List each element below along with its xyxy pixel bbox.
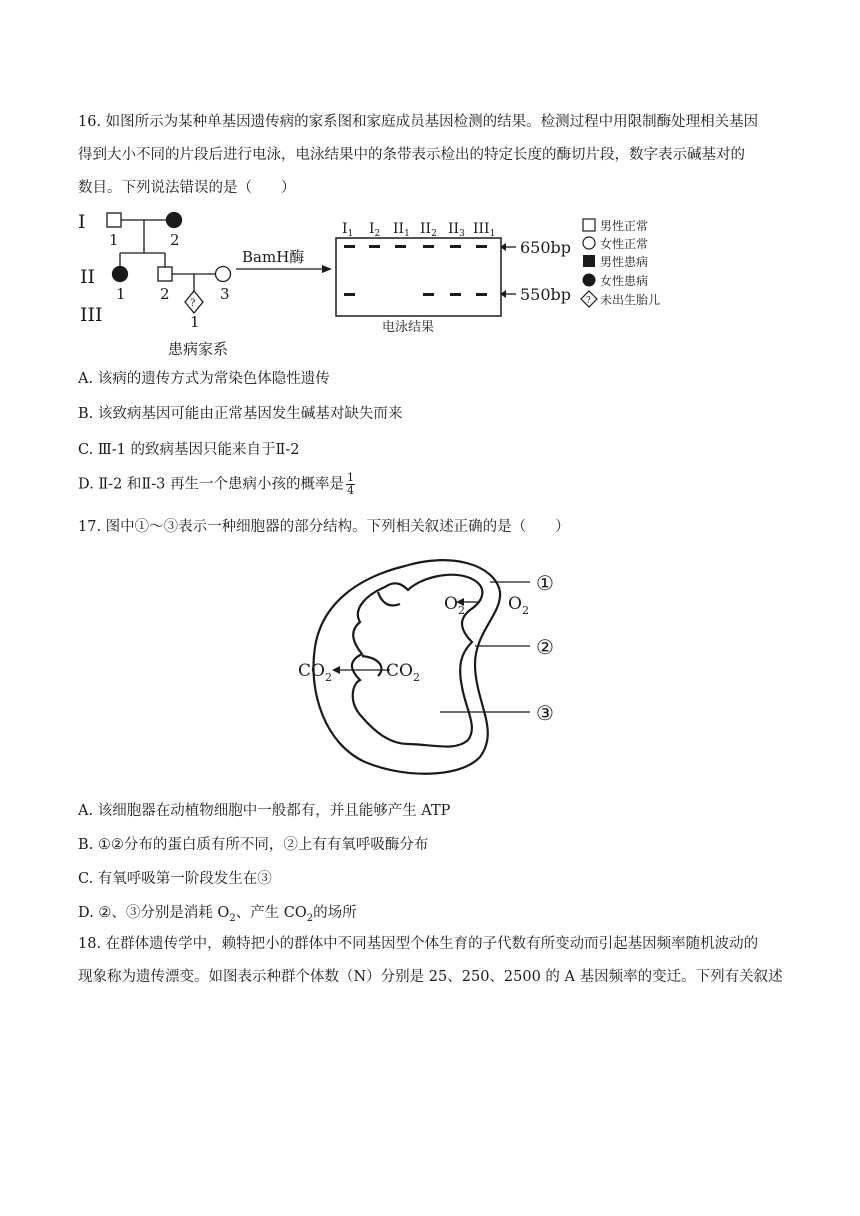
pedigree-caption: 患病家系 bbox=[168, 340, 229, 358]
band-650-lane3 bbox=[395, 245, 406, 248]
ii2-number: 2 bbox=[160, 285, 170, 303]
q16-stem-line3: 数目。下列说法错误的是（ ） bbox=[78, 180, 296, 196]
legend-female-affected-icon bbox=[583, 274, 596, 287]
q16-stem-line2: 得到大小不同的片段后进行电泳，电泳结果中的条带表示检出的特定长度的酶切片段，数字表示碱基对的 bbox=[78, 147, 745, 163]
gen-label-ii: II bbox=[80, 266, 96, 288]
fraction-one-quarter: $\frac{1}{4}$ bbox=[347, 471, 355, 497]
gel-electrophoresis bbox=[336, 221, 571, 335]
band-550-lane5 bbox=[450, 293, 461, 296]
enzyme-arrow bbox=[236, 248, 332, 273]
gel-frame bbox=[336, 238, 501, 316]
band-550-lane1 bbox=[344, 293, 355, 296]
legend-female-affected: 女性患病 bbox=[600, 274, 649, 288]
crista-top bbox=[378, 592, 400, 606]
label-3: ③ bbox=[536, 701, 554, 725]
lane-label-4: $II_2$ bbox=[420, 221, 437, 239]
legend-female-normal: 女性正常 bbox=[600, 237, 649, 251]
gen-label-i: I bbox=[78, 211, 86, 233]
band-650-lane2 bbox=[369, 245, 380, 248]
q17-mitochondrion-figure bbox=[290, 552, 600, 782]
bands-550 bbox=[344, 293, 487, 296]
legend-male-affected-icon bbox=[583, 255, 595, 267]
band-550-label: 550bp bbox=[520, 285, 572, 304]
legend-unborn: 未出生胎儿 bbox=[600, 293, 661, 307]
gen-label-iii: III bbox=[80, 304, 103, 326]
pedigree-legend bbox=[581, 218, 660, 307]
legend-male-normal: 男性正常 bbox=[600, 219, 649, 233]
gel-caption: 电泳结果 bbox=[382, 320, 435, 335]
o2-outside: $O_2$ bbox=[508, 594, 529, 617]
co2-arrowhead bbox=[332, 666, 340, 674]
q16-option-a: A. 该病的遗传方式为常染色体隐性遗传 bbox=[78, 371, 330, 387]
q17-option-d: D. ②、③分别是消耗 $O_2$、产生 $CO_2$的场所 bbox=[78, 905, 357, 924]
lane-label-2: $I_2$ bbox=[369, 221, 381, 239]
q17-option-c: C. 有氧呼吸第一阶段发生在③ bbox=[78, 871, 272, 887]
legend-male-affected: 男性患病 bbox=[600, 255, 649, 269]
legend-male-normal-icon bbox=[583, 219, 595, 231]
pedigree-chart bbox=[78, 211, 231, 358]
q16-stem-line1: 16. 如图所示为某种单基因遗传病的家系图和家庭成员基因检测的结果。检测过程中用限制酶处理相关基因 bbox=[78, 114, 759, 130]
i2-female-affected-symbol bbox=[167, 213, 182, 228]
band-550-lane4 bbox=[423, 293, 434, 296]
q18-stem-line2: 现象称为遗传漂变。如图表示种群个体数（N）分别是 25、250、2500 的 A 基因频率的变迁。下列有关叙述 bbox=[78, 969, 783, 985]
label-2: ② bbox=[536, 635, 554, 659]
crista-co2 bbox=[362, 656, 381, 676]
co2-inside: $CO_2$ bbox=[386, 661, 420, 684]
o2-inside: $O_2$ bbox=[444, 594, 465, 617]
q16-figure bbox=[70, 205, 710, 365]
band-650-lane1 bbox=[344, 245, 355, 248]
legend-unborn-mark: ? bbox=[586, 296, 591, 306]
q16-option-d bbox=[78, 472, 355, 497]
q17-option-a: A. 该细胞器在动植物细胞中一般都有，并且能够产生 ATP bbox=[78, 803, 451, 819]
lane-label-3: $II_1$ bbox=[393, 221, 410, 239]
band-650-lane4 bbox=[423, 245, 434, 248]
co2-outside: $CO_2$ bbox=[298, 661, 332, 684]
bands-650 bbox=[344, 245, 487, 248]
q17-option-b: B. ①②分布的蛋白质有所不同，②上有有氧呼吸酶分布 bbox=[78, 837, 429, 853]
iii1-fetus-mark: ? bbox=[190, 298, 196, 309]
ii3-number: 3 bbox=[220, 285, 230, 303]
legend-female-normal-icon bbox=[583, 237, 595, 249]
ii2-male-normal-symbol bbox=[158, 267, 172, 281]
lane-label-6: $III_1$ bbox=[473, 221, 496, 239]
i1-male-normal-symbol bbox=[107, 213, 121, 227]
q16-option-d-text: D. Ⅱ-2 和Ⅱ-3 再生一个患病小孩的概率是 bbox=[78, 476, 345, 493]
q16-option-c: C. Ⅲ-1 的致病基因只能来自于Ⅱ-2 bbox=[78, 442, 300, 458]
label-1: ① bbox=[536, 571, 554, 595]
q18-stem-line1: 18. 在群体遗传学中，赖特把小的群体中不同基因型个体生育的子代数有所变动而引起基因频率随机波动的 bbox=[78, 936, 759, 952]
q17-stem: 17. 图中①～③表示一种细胞器的部分结构。下列相关叙述正确的是（ ） bbox=[78, 519, 570, 535]
band-650-label: 650bp bbox=[520, 238, 572, 257]
ii1-number: 1 bbox=[116, 285, 126, 303]
band-650-lane5 bbox=[450, 245, 461, 248]
lane-label-1: $I_1$ bbox=[342, 221, 354, 239]
enzyme-label: BamH酶 bbox=[242, 248, 305, 266]
iii1-number: 1 bbox=[190, 313, 200, 331]
i2-number: 2 bbox=[170, 231, 180, 249]
lane-label-5: $II_3$ bbox=[448, 221, 465, 239]
i1-number: 1 bbox=[109, 231, 119, 249]
ii1-female-affected-symbol bbox=[113, 267, 128, 282]
q16-option-b: B. 该致病基因可能由正常基因发生碱基对缺失而来 bbox=[78, 406, 403, 422]
band-650-lane6 bbox=[476, 245, 487, 248]
band-550-lane6 bbox=[476, 293, 487, 296]
ii3-female-normal-symbol bbox=[216, 267, 231, 282]
